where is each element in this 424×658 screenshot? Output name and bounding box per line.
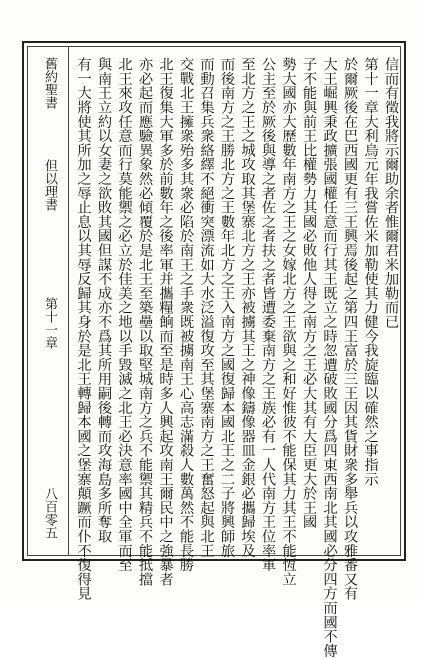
text-column	[157, 57, 174, 587]
page-border	[22, 41, 406, 658]
text-column	[383, 57, 398, 537]
chapter-section: 但以理書	[42, 159, 57, 211]
text-column	[280, 57, 297, 587]
column-text: 第十一章大利烏元年我嘗佐米加勒使其力健今我旋臨以確然之事指示	[362, 57, 379, 486]
column-text: 與南王立約以女妻之欲敗其國但謀不成亦不爲其所用嗣後轉而攻海島多所奪取	[96, 57, 112, 544]
column-text: 而後南方之王勝北方之王數年北方之王入南方之國復歸本國北王之二子將興師旅	[219, 57, 235, 558]
column-text: 公主至於厥後與導之者佐之者扶之者皆遭委棄南方之王族必有一人代南方王位率軍	[260, 57, 276, 572]
text-column	[260, 57, 276, 572]
column-text: 交戰北王擁衆殆多其衆必陷於南王之手衆既被擄南王心高志滿殺人數萬然不能長勝	[178, 57, 194, 572]
column-text: 北王復集大軍多於前數年之後率軍并攜糧餉而至是時多人興起攻南王爾民中之強暴者	[157, 57, 174, 587]
text-body	[28, 47, 400, 658]
text-column	[301, 57, 316, 537]
text-column	[342, 57, 358, 601]
text-column	[137, 57, 153, 587]
column-text: 亦必起而應驗異象然必傾覆於是北王至築壘以取堅城南方之兵不能禦其精兵不能抵擋	[137, 57, 153, 587]
text-column	[116, 57, 133, 572]
chapter-label: 第十一章	[42, 297, 57, 349]
text-column	[198, 57, 215, 558]
column-text: 子不能與前王比權勢力其國必敗他人得之南方之王必大其有大臣更大於王國	[301, 57, 317, 529]
page-number: 八百零五	[42, 487, 57, 539]
column-text: 勢大國亦大歷數年南方之王之女嫁北方之王欲與之和好惟彼不能保其力其王不能恆立	[280, 57, 297, 587]
left-margin-column	[28, 47, 69, 555]
text-column	[178, 57, 194, 572]
column-text: 信而有徵我將示爾助余者惟爾君米加勒而已	[383, 57, 399, 329]
column-text: 北王來攻任意而行莫能禦之必立於佳美之地以手毀滅之北王必決意率國中全軍而至	[116, 57, 133, 572]
column-text: 有一大將使其所加之辱止息以其辱反歸其身於是北王轉歸本國之堡寨顛蹶而仆不復得見	[75, 57, 92, 601]
text-column	[96, 57, 112, 544]
column-text: 於爾厥後在巴西國更有三王興焉後起之第四王富於三王因其貨財衆多舉兵以攻雅番又有	[342, 57, 358, 601]
text-column	[321, 57, 338, 658]
column-text: 大王崛興秉政擴張國權任意而行其王既立之時忽遭破敗國分爲四東西南北其國必分四方而國不傳	[321, 57, 338, 658]
text-column	[239, 57, 256, 558]
text-column	[219, 57, 235, 558]
column-text: 而動召集兵衆絡繹不絕衝突漂流如大水泛溢復攻至其堡寨南方之王奮怒起與北王	[198, 57, 215, 558]
book-title: 舊約聖書	[42, 57, 57, 109]
text-column	[363, 57, 378, 537]
column-text: 至北方之王之城攻取其堡寨北方之王亦被擄其王之神像鑄像器皿金銀必攜歸埃及	[239, 57, 256, 558]
page-inner-border	[27, 46, 401, 658]
text-column	[75, 57, 92, 601]
